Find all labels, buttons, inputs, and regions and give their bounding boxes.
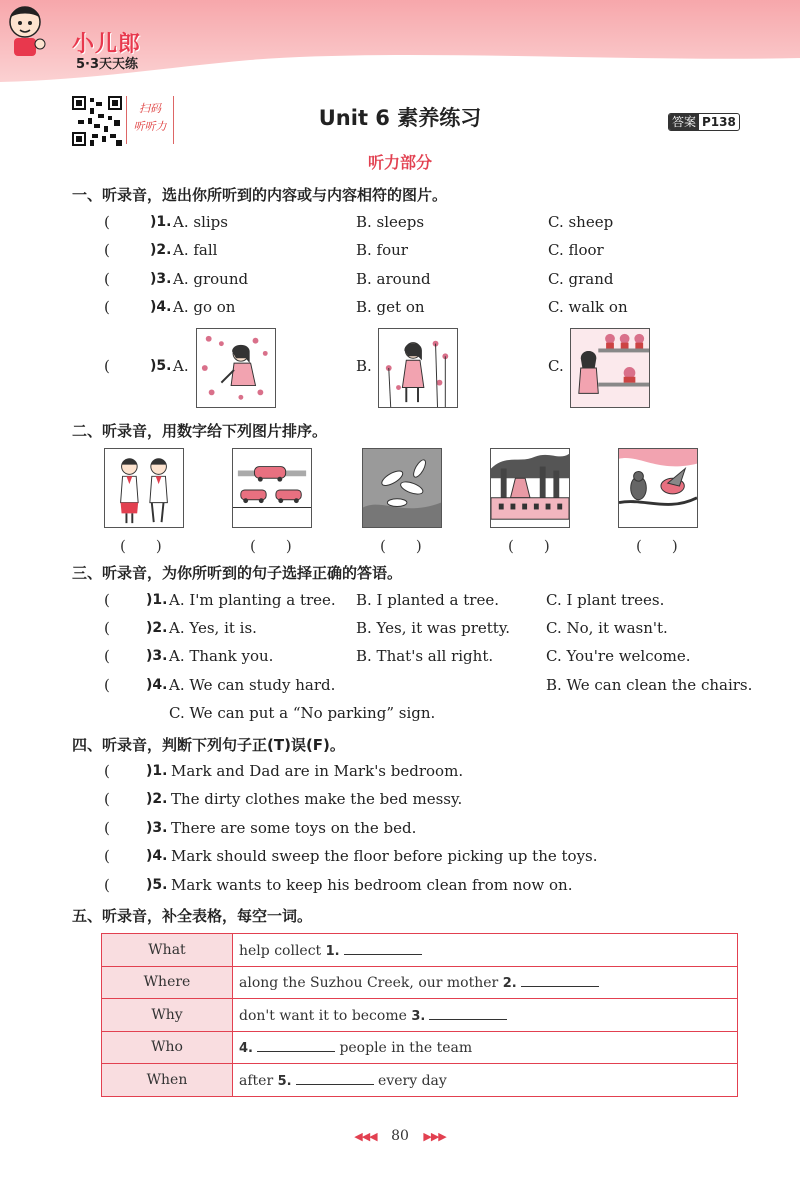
answer-blank[interactable]: ( — [104, 762, 110, 780]
row-content — [233, 966, 738, 999]
blank-number: 5. — [277, 1073, 292, 1089]
answer-blank[interactable] — [521, 973, 599, 987]
row-label: Why — [102, 999, 233, 1032]
section2-answer-3[interactable]: ( ) — [380, 537, 422, 555]
option-c: C. grand — [548, 270, 614, 288]
option-b: B. We can clean the chairs. — [546, 676, 753, 694]
answer-blank[interactable]: ( — [104, 819, 110, 837]
table-row — [102, 966, 738, 999]
row-label: Where — [102, 966, 233, 999]
answer-label: 答案 — [669, 114, 699, 130]
row-text: people in the team — [339, 1040, 473, 1057]
brand-subtitle: 5·3天天练 — [76, 57, 139, 72]
section1-heading: 一、听录音，选出你所听到的内容或与内容相符的图片。 — [72, 186, 448, 204]
section2-answer-5[interactable]: ( ) — [636, 537, 678, 555]
option-b: B. around — [356, 270, 431, 288]
row-content — [233, 934, 738, 967]
page-number: 80 — [391, 1128, 409, 1144]
answer-page-badge — [668, 113, 740, 131]
scan-line-1: 扫码 — [139, 102, 161, 115]
row-content — [233, 1031, 738, 1064]
section5-heading: 五、听录音，补全表格，每空一词。 — [72, 907, 313, 925]
answer-blank[interactable]: ( — [104, 270, 110, 288]
statement: Mark and Dad are in Mark's bedroom. — [171, 762, 464, 780]
item-number: )4. — [150, 299, 172, 315]
answer-blank[interactable]: ( — [104, 213, 110, 231]
option-a: A. We can study hard. — [169, 676, 336, 694]
item-number: )2. — [146, 791, 168, 807]
answer-blank[interactable]: ( — [104, 676, 110, 694]
option-c: C. We can put a “No parking” sign. — [169, 704, 436, 722]
statement: There are some toys on the bed. — [171, 819, 417, 837]
answer-blank[interactable]: ( — [104, 647, 110, 665]
section2-answer-4[interactable]: ( ) — [508, 537, 550, 555]
blank-number: 3. — [411, 1008, 426, 1024]
answer-blank[interactable]: ( — [104, 790, 110, 808]
answer-blank[interactable] — [344, 941, 422, 955]
item-number: )3. — [150, 271, 172, 287]
prev-arrows-icon: ◀◀◀ — [354, 1130, 377, 1143]
option-a: A. I'm planting a tree. — [169, 591, 336, 609]
picture-girl-watering-flowers[interactable] — [378, 328, 458, 408]
picture-girl-picking-flowers[interactable] — [196, 328, 276, 408]
brand-logo-text: 小儿郎 — [72, 32, 142, 57]
option-b: B. I planted a tree. — [356, 591, 499, 609]
option-a: A. Yes, it is. — [169, 619, 257, 637]
blank-number: 4. — [239, 1041, 253, 1057]
answer-blank[interactable]: ( — [104, 619, 110, 637]
section3-heading: 三、听录音，为你所听到的句子选择正确的答语。 — [72, 564, 403, 582]
picture-cars-traffic[interactable] — [232, 448, 312, 528]
table-row — [102, 1031, 738, 1064]
option-b: B. get on — [356, 298, 425, 316]
row-content — [233, 1064, 738, 1097]
blank-number: 1. — [325, 943, 340, 959]
section2-heading: 二、听录音，用数字给下列图片排序。 — [72, 422, 328, 440]
answer-blank[interactable]: ( — [104, 298, 110, 316]
option-c: C. sheep — [548, 213, 614, 231]
option-a: A. go on — [173, 298, 236, 316]
next-arrows-icon: ▶▶▶ — [423, 1130, 446, 1143]
mascot-icon — [0, 0, 50, 60]
answer-blank[interactable] — [429, 1006, 507, 1020]
row-text: after — [239, 1072, 274, 1089]
option-a: A. ground — [173, 270, 249, 288]
option-c: C. floor — [548, 241, 604, 259]
answer-blank[interactable]: ( — [104, 357, 110, 375]
picture-birds-on-branch[interactable] — [618, 448, 698, 528]
picture-two-pioneers[interactable] — [104, 448, 184, 528]
row-label: Who — [102, 1031, 233, 1064]
answer-blank[interactable] — [257, 1038, 335, 1052]
row-label: When — [102, 1064, 233, 1097]
part-title: 听力部分 — [367, 153, 432, 172]
item-number: )3. — [146, 820, 168, 836]
option-c: C. — [548, 357, 564, 375]
item-number: )1. — [150, 214, 172, 230]
option-b: B. — [356, 357, 372, 375]
answer-blank[interactable]: ( — [104, 847, 110, 865]
option-a: A. slips — [173, 213, 228, 231]
answer-blank[interactable]: ( — [104, 876, 110, 894]
section4-heading: 四、听录音，判断下列句子正(T)误(F)。 — [72, 736, 345, 754]
row-content — [233, 999, 738, 1032]
answer-blank[interactable]: ( — [104, 241, 110, 259]
page-title: Unit 6 素养练习 — [318, 106, 482, 130]
option-c: C. No, it wasn't. — [546, 619, 668, 637]
answer-blank[interactable] — [296, 1071, 374, 1085]
fill-in-table — [101, 933, 738, 1097]
item-number: )2. — [150, 242, 172, 258]
page-footer — [0, 1128, 800, 1144]
row-text: help collect — [239, 942, 322, 959]
option-a: A. fall — [173, 241, 218, 259]
option-b: B. That's all right. — [356, 647, 494, 665]
item-number: )5. — [150, 358, 172, 374]
blank-number: 2. — [502, 976, 517, 992]
answer-blank[interactable]: ( — [104, 591, 110, 609]
picture-factory-pollution[interactable] — [490, 448, 570, 528]
picture-girl-with-flower-pots[interactable] — [570, 328, 650, 408]
scan-line-2: 听听力 — [133, 120, 167, 133]
picture-polluted-river-fish[interactable] — [362, 448, 442, 528]
statement: Mark wants to keep his bedroom clean from now on. — [171, 876, 573, 894]
option-b: B. Yes, it was pretty. — [356, 619, 511, 637]
statement: The dirty clothes make the bed messy. — [171, 790, 463, 808]
item-number: )2. — [146, 620, 168, 636]
row-text: every day — [378, 1072, 447, 1089]
row-label: What — [102, 934, 233, 967]
option-c: C. I plant trees. — [546, 591, 665, 609]
answer-page: P138 — [702, 115, 736, 129]
option-a: A. Thank you. — [169, 647, 274, 665]
item-number: )4. — [146, 677, 168, 693]
header-banner — [0, 0, 800, 92]
section2-answer-2[interactable]: ( ) — [250, 537, 292, 555]
option-c: C. You're welcome. — [546, 647, 691, 665]
table-row — [102, 1064, 738, 1097]
item-number: )5. — [146, 877, 168, 893]
option-a: A. — [173, 357, 189, 375]
row-text: along the Suzhou Creek, our mother — [239, 975, 499, 992]
row-text: don't want it to become — [239, 1007, 407, 1024]
table-row — [102, 934, 738, 967]
option-c: C. walk on — [548, 298, 628, 316]
table-row — [102, 999, 738, 1032]
statement: Mark should sweep the floor before picking up the toys. — [171, 847, 598, 865]
option-b: B. sleeps — [356, 213, 425, 231]
item-number: )1. — [146, 592, 168, 608]
section2-answer-1[interactable]: ( ) — [120, 537, 162, 555]
item-number: )1. — [146, 763, 168, 779]
option-b: B. four — [356, 241, 408, 259]
item-number: )3. — [146, 648, 168, 664]
item-number: )4. — [146, 848, 168, 864]
